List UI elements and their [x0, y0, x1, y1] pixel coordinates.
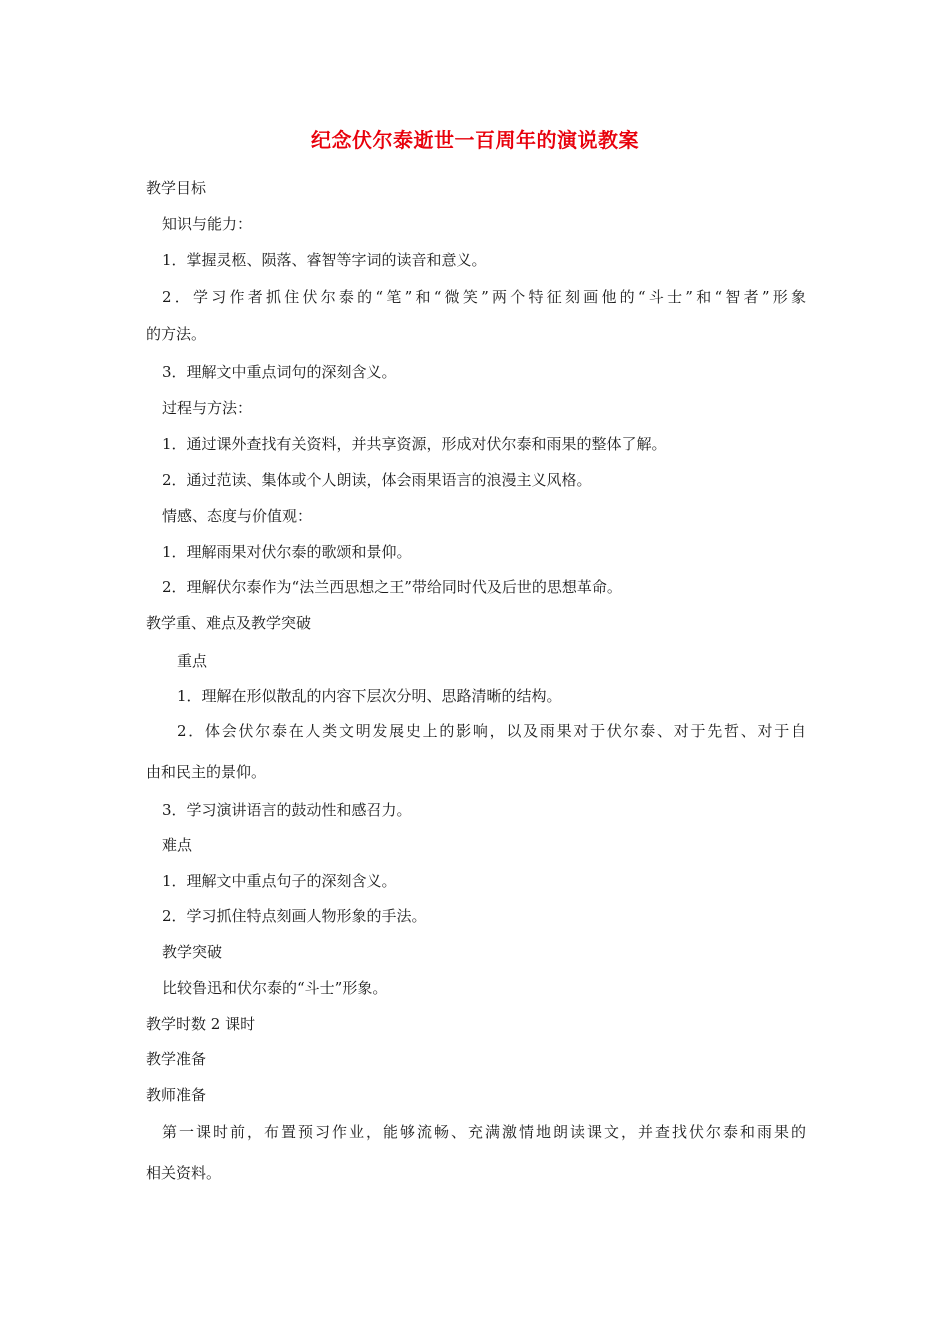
- paragraph: 1．掌握灵柩、陨落、睿智等字词的读音和意义。: [162, 251, 487, 269]
- paragraph: 2．理解伏尔泰作为“法兰西思想之王”带给同时代及后世的思想革命。: [162, 578, 622, 596]
- paragraph: 比较鲁迅和伏尔泰的“斗士”形象。: [162, 979, 388, 997]
- section-heading-preparation: 教学准备: [146, 1050, 207, 1068]
- paragraph: 3．理解文中重点词句的深刻含义。: [162, 363, 397, 381]
- paragraph: 1．理解在形似散乱的内容下层次分明、思路清晰的结构。: [177, 687, 562, 705]
- subheading-emotion: 情感、态度与价值观：: [162, 507, 313, 525]
- paragraph: 2．体会伏尔泰在人类文明发展史上的影响，以及雨果对于伏尔泰、对于先哲、对于自: [177, 722, 806, 740]
- paragraph-continuation: 相关资料。: [146, 1164, 222, 1182]
- subheading-process: 过程与方法：: [162, 399, 253, 417]
- subheading-key: 重点: [177, 652, 208, 670]
- paragraph: 1．通过课外查找有关资料，并共享资源，形成对伏尔泰和雨果的整体了解。: [162, 435, 667, 453]
- paragraph: 第一课时前，布置预习作业，能够流畅、充满激情地朗读课文，并查找伏尔泰和雨果的: [162, 1123, 806, 1141]
- subheading-difficulty: 难点: [162, 836, 193, 854]
- subheading-breakthrough: 教学突破: [162, 943, 223, 961]
- subheading-teacher-preparation: 教师准备: [146, 1086, 207, 1104]
- section-heading-objectives: 教学目标: [146, 179, 207, 197]
- paragraph: 2．通过范读、集体或个人朗读，体会雨果语言的浪漫主义风格。: [162, 471, 592, 489]
- document-title: 纪念伏尔泰逝世一百周年的演说教案: [311, 128, 639, 152]
- paragraph: 2．学习抓住特点刻画人物形象的手法。: [162, 907, 427, 925]
- paragraph: 1．理解雨果对伏尔泰的歌颂和景仰。: [162, 543, 412, 561]
- paragraph-continuation: 的方法。: [146, 325, 207, 343]
- section-heading-hours: 教学时数 2 课时: [146, 1015, 256, 1033]
- paragraph: 3．学习演讲语言的鼓动性和感召力。: [162, 801, 412, 819]
- subheading-knowledge: 知识与能力：: [162, 215, 253, 233]
- paragraph: 2．学习作者抓住伏尔泰的“笔”和“微笑”两个特征刻画他的“斗士”和“智者”形象: [162, 288, 806, 306]
- section-heading-key-points: 教学重、难点及教学突破: [146, 614, 312, 632]
- paragraph-continuation: 由和民主的景仰。: [146, 763, 267, 781]
- paragraph: 1．理解文中重点句子的深刻含义。: [162, 872, 397, 890]
